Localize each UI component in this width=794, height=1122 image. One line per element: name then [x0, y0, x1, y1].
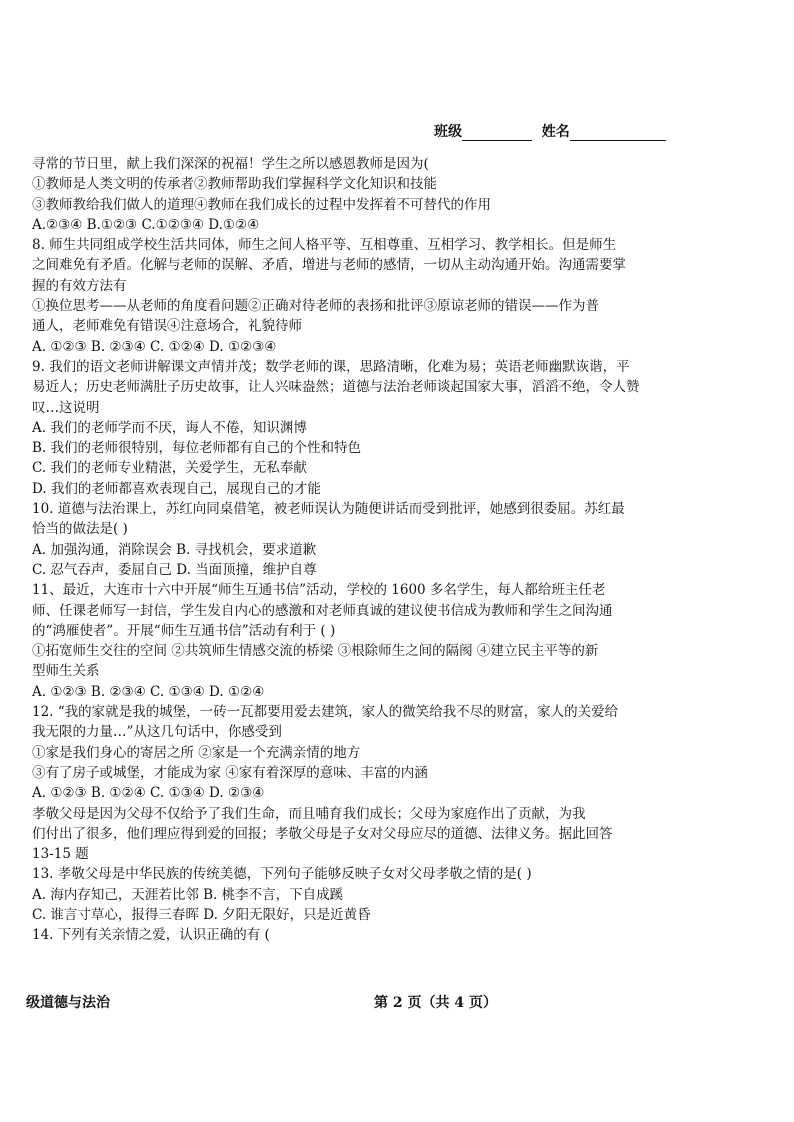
text-line: 易近人；历史老师满肚子历史故事，让人兴味盎然；道德与法治老师谈起国家大事，滔滔不绝，令人赞	[32, 379, 640, 396]
answer-options: C. 忍气吞声，委屈自己 D. 当面顶撞，维护自尊	[32, 561, 317, 578]
passage-text: 们付出了很多，他们理应得到爱的回报；孝敬父母是子女对父母应尽的道德、法律义务。据此回答	[32, 825, 613, 842]
name-label: 姓名	[541, 124, 570, 140]
footer-page-number: 第 2 页（共 4 页）	[374, 995, 497, 1011]
text-line: ①家是我们身心的寄居之所 ②家是一个充满亲情的地方	[32, 744, 361, 761]
text-line: 恰当的做法是( )	[32, 521, 128, 538]
text-line: ①拓宽师生交往的空间 ②共筑师生情感交流的桥梁 ③根除师生之间的隔阂 ④建立民主平等的新	[32, 643, 599, 660]
answer-option: D. 我们的老师都喜欢表现自己，展现自己的才能	[32, 480, 321, 497]
text-line: 寻常的节日里，献上我们深深的祝福！学生之所以感恩教师是因为(	[32, 156, 429, 172]
answer-options: A. 加强沟通，消除误会 B. 寻找机会，要求道歉	[32, 541, 317, 558]
passage-text: 孝敬父母是因为父母不仅给予了我们生命，而且哺育我们成长；父母为家庭作出了贡献，为我	[32, 805, 586, 822]
text-line: ③教师教给我们做人的道理④教师在我们成长的过程中发挥着不可替代的作用	[32, 196, 491, 213]
question-10: 10. 道德与法治课上，苏红向同桌借笔，被老师误认为随便讲话而受到批评，她感到很委屈。苏红最	[32, 501, 625, 518]
class-blank[interactable]	[462, 124, 532, 141]
question-14: 14. 下列有关亲情之爱，认识正确的有 (	[32, 927, 270, 944]
name-blank[interactable]	[570, 124, 666, 141]
question-11: 11、最近，大连市十六中开展“师生互通书信”活动，学校的 1600 多名学生，每人都给班主任老	[32, 582, 606, 599]
answer-options: A. ①②③ B. ②③④ C. ①②④ D. ①②③④	[32, 338, 277, 355]
text-line: 我无限的力量…”从这几句话中，你感受到	[32, 724, 282, 741]
text-line: ①换位思考——从老师的角度看问题②正确对待老师的表扬和批评③原谅老师的错误——作为普	[32, 298, 599, 315]
text-line: 叹…这说明	[32, 399, 100, 416]
text-line: ③有了房子或城堡，才能成为家 ④家有着深厚的意味、丰富的内涵	[32, 764, 428, 781]
text-line: ①教师是人类文明的传承者②教师帮助我们掌握科学文化知识和技能	[32, 176, 437, 193]
answer-options: A. ①②③ B. ②③④ C. ①③④ D. ①②④	[32, 683, 265, 700]
class-label: 班级	[434, 124, 462, 140]
answer-options: A. ①②③ B. ①②④ C. ①③④ D. ②③④	[32, 785, 265, 802]
answer-options: A.②③④ B.①②③ C.①②③④ D.①②④	[32, 216, 260, 233]
student-info-header	[434, 121, 674, 143]
question-12: 12. “我的家就是我的城堡，一砖一瓦都要用爱去建筑，家人的微笑给我不尽的财富，家人的关爱给	[32, 704, 619, 721]
question-9: 9. 我们的语文老师讲解课文声情并茂；数学老师的课，思路清晰，化难为易；英语老师幽默诙谐，平	[32, 358, 630, 375]
question-8: 8. 师生共同组成学校生活共同体，师生之间人格平等、互相尊重、互相学习、教学相长。但是师生	[32, 237, 617, 254]
answer-options: A. 海内存知己，天涯若比邻 B. 桃李不言，下自成蹊	[32, 886, 344, 903]
text-line: 之间难免有矛盾。化解与老师的误解、矛盾，增进与老师的感情，一切从主动沟通开始。沟通需要掌	[32, 257, 626, 274]
text-line: 师、任课老师写一封信，学生发自内心的感激和对老师真诚的建议使书信成为教师和学生之间沟通	[32, 602, 613, 619]
question-content	[32, 154, 762, 946]
footer-subject: 级道德与法治	[26, 995, 110, 1011]
answer-option: B. 我们的老师很特别，每位老师都有自己的个性和特色	[32, 440, 362, 457]
text-line: 通人，老师难免有错误④注意场合，礼貌待师	[32, 318, 302, 335]
passage-text: 13-15 题	[32, 846, 89, 863]
text-line: 握的有效方法有	[32, 277, 127, 294]
text-line: 的“鸿雁使者”。开展“师生互通书信”活动有利于 ( )	[32, 622, 336, 639]
answer-option: C. 我们的老师专业精湛，关爱学生，无私奉献	[32, 460, 307, 477]
text-line: 型师生关系	[32, 663, 100, 680]
answer-option: A. 我们的老师学而不厌，诲人不倦，知识渊博	[32, 419, 307, 436]
question-13: 13. 孝敬父母是中华民族的传统美德，下列句子能够反映子女对父母孝敬之情的是( )	[32, 866, 532, 883]
answer-options: C. 谁言寸草心，报得三春晖 D. 夕阳无限好，只是近黄昏	[32, 906, 371, 923]
